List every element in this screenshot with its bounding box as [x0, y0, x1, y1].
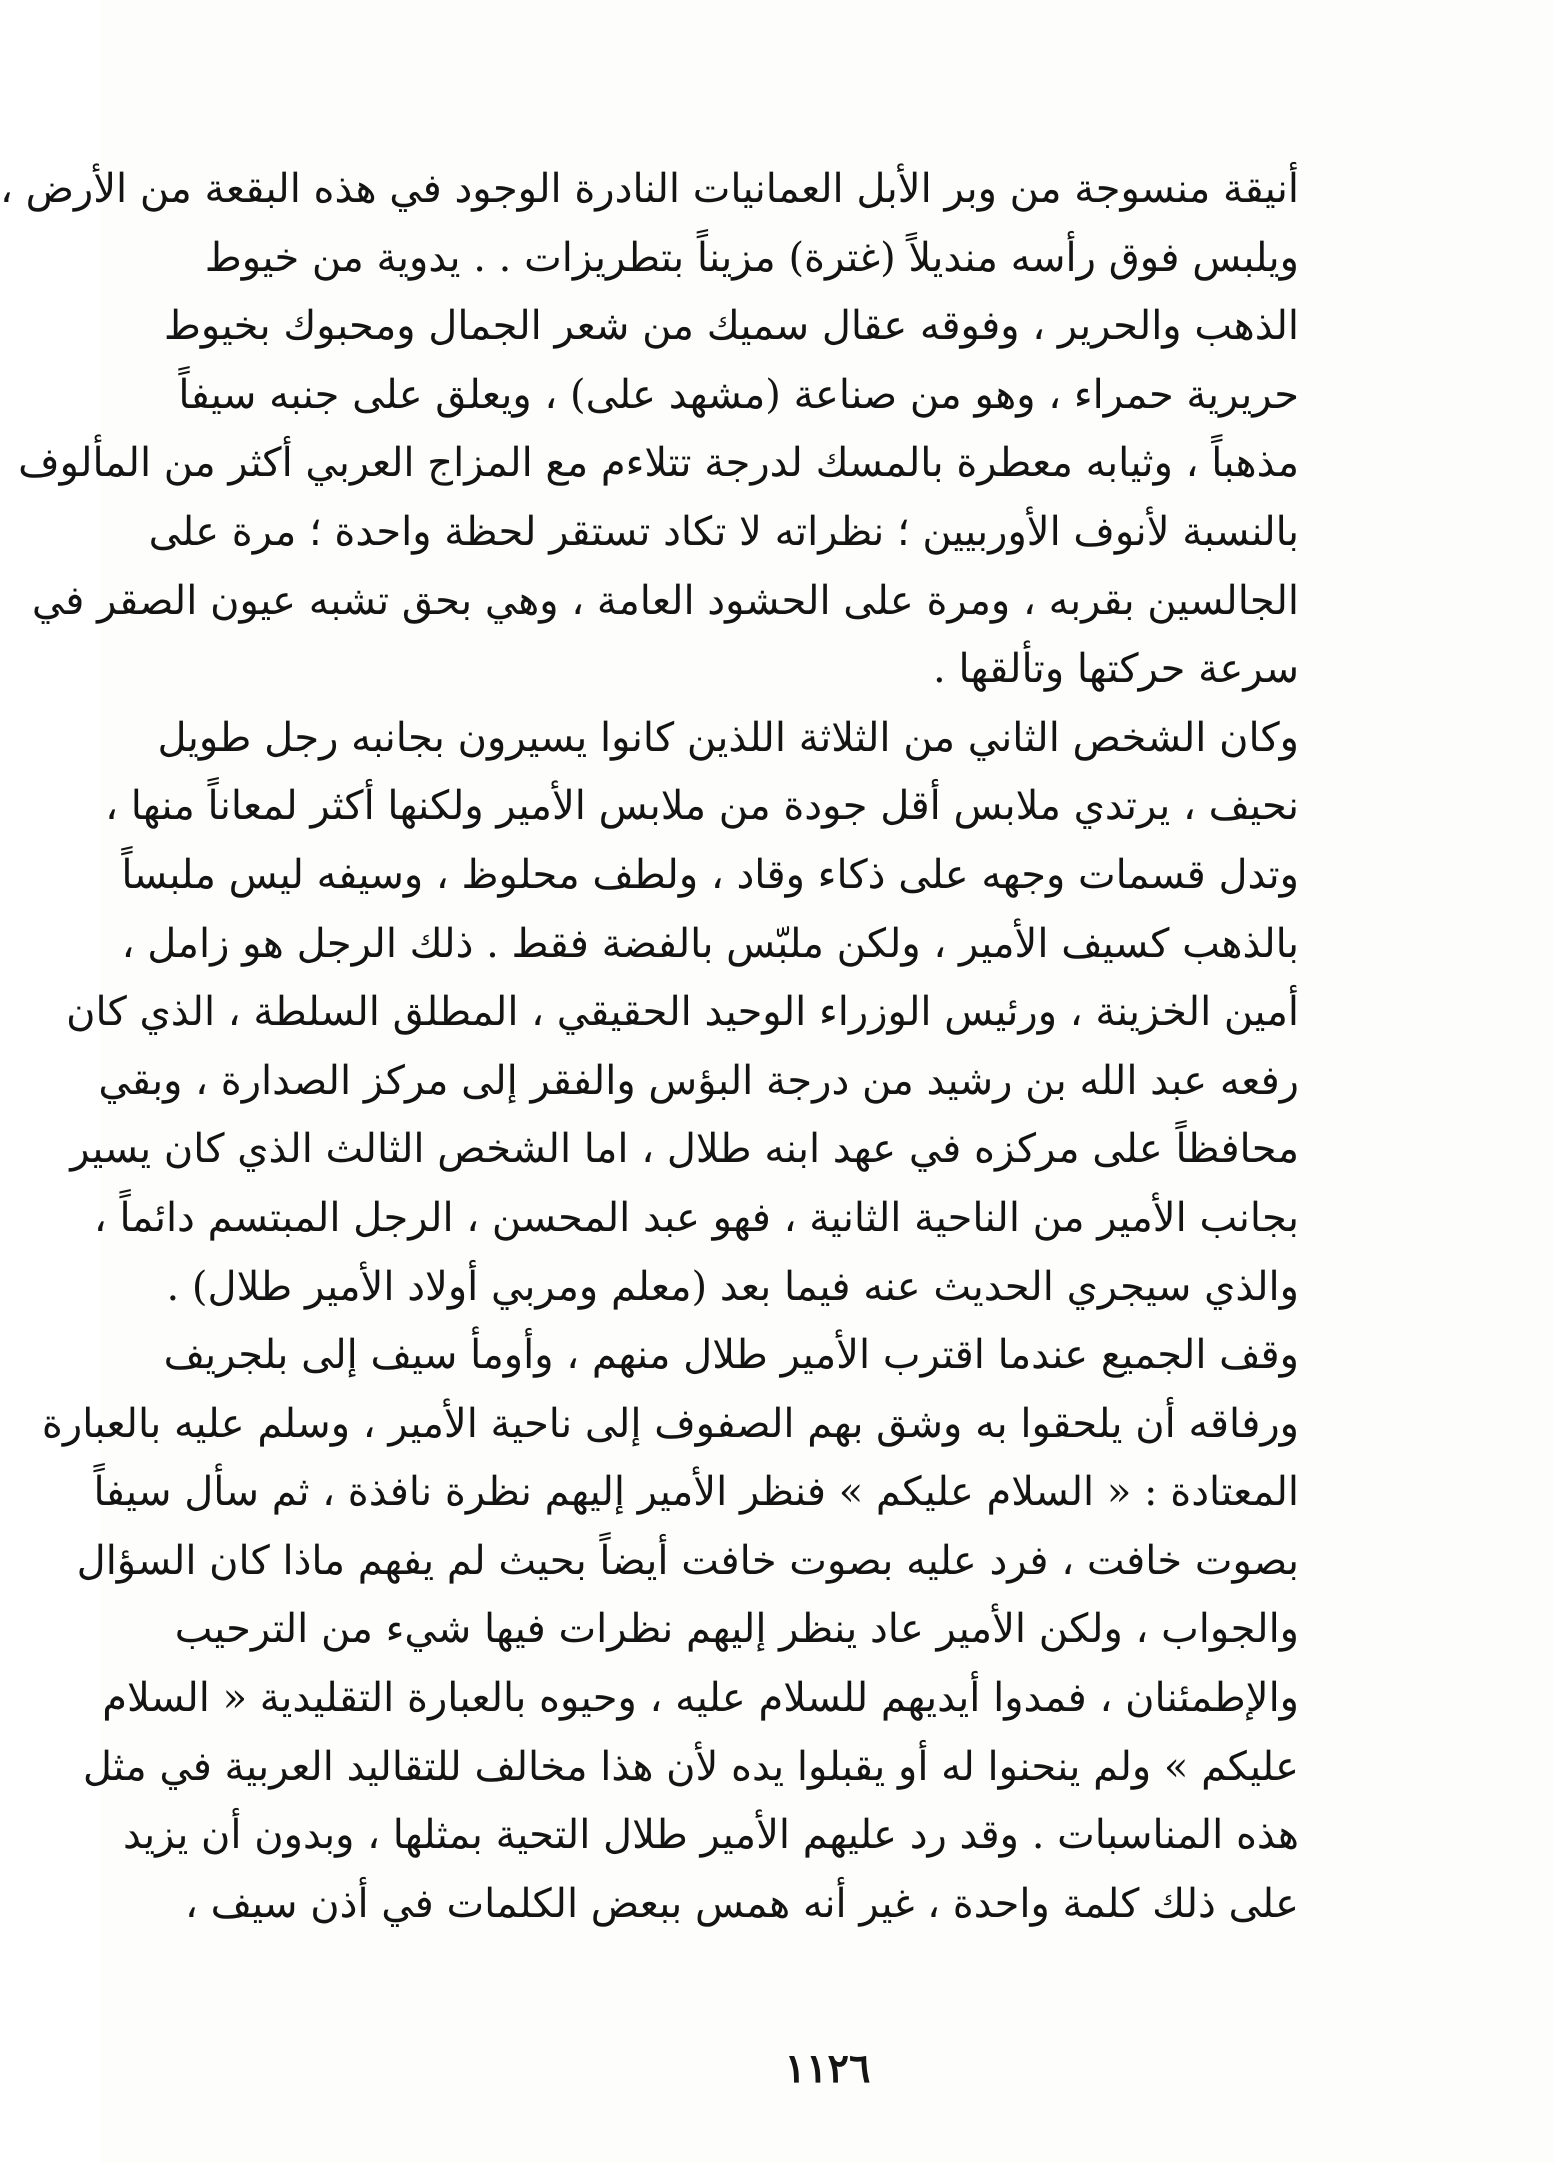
text-line: وكان الشخص الثاني من الثلاثة اللذين كانوا يسيرون بجانبه رجل طويل — [157, 714, 1299, 761]
body-text — [0, 155, 1299, 1938]
text-line: أنيقة منسوجة من وبر الأبل العمانيات النادرة الوجود في هذه البقعة من الأرض ، — [0, 166, 1299, 212]
page-number: ١١٢٦ — [784, 2045, 871, 2092]
text-line: الذهب والحرير ، وفوقه عقال سميك من شعر الجمال ومحبوك بخيوط — [163, 303, 1299, 350]
text-line: رفعه عبد الله بن رشيد من درجة البؤس والفقر إلى مركز الصدارة ، وبقي — [98, 1057, 1299, 1104]
text-line: على ذلك كلمة واحدة ، غير أنه همس ببعض الكلمات في أذن سيف ، — [184, 1880, 1299, 1927]
text-line: وتدل قسمات وجهه على ذكاء وقاد ، ولطف محلوظ ، وسيفه ليس ملبساً — [121, 851, 1299, 898]
text-line: ويلبس فوق رأسه منديلاً (غترة) مزيناً بتطريزات . . يدوية من خيوط — [204, 234, 1299, 281]
text-line: والجواب ، ولكن الأمير عاد ينظر إليهم نظرات فيها شيء من الترحيب — [174, 1606, 1299, 1653]
text-line: الجالسين بقربه ، ومرة على الحشود العامة ، وهي بحق تشبه عيون الصقر في — [31, 577, 1299, 624]
text-line: بصوت خافت ، فرد عليه بصوت خافت أيضاً بحيث لم يفهم ماذا كان السؤال — [76, 1537, 1299, 1584]
text-line: بالذهب كسيف الأمير ، ولكن ملبّس بالفضة فقط . ذلك الرجل هو زامل ، — [121, 920, 1299, 967]
text-line: أمين الخزينة ، ورئيس الوزراء الوحيد الحقيقي ، المطلق السلطة ، الذي كان — [66, 989, 1299, 1036]
text-line: والإطمئنان ، فمدوا أيديهم للسلام عليه ، وحيوه بالعبارة التقليدية « السلام — [102, 1675, 1299, 1722]
text-line: نحيف ، يرتدي ملابس أقل جودة من ملابس الأمير ولكنها أكثر لمعاناً منها ، — [105, 783, 1299, 830]
paragraph-end-line: سرعة حركتها وتألقها . — [933, 646, 1299, 693]
text-line: عليكم » ولم ينحنوا له أو يقبلوا يده لأن هذا مخالف للتقاليد العربية في مثل — [82, 1743, 1299, 1790]
text-line: بجانب الأمير من الناحية الثانية ، فهو عبد المحسن ، الرجل المبتسم دائماً ، — [93, 1194, 1299, 1241]
text-line: ورفاقه أن يلحقوا به وشق بهم الصفوف إلى ناحية الأمير ، وسلم عليه بالعبارة — [41, 1400, 1299, 1447]
text-line: هذه المناسبات . وقد رد عليهم الأمير طلال التحية بمثلها ، وبدون أن يزيد — [123, 1812, 1299, 1859]
text-line: وقف الجميع عندما اقترب الأمير طلال منهم ، وأومأ سيف إلى بلجريف — [163, 1332, 1299, 1379]
text-line: مذهباً ، وثيابه معطرة بالمسك لدرجة تتلاءم مع المزاج العربي أكثر من المألوف — [18, 440, 1299, 487]
text-line: حريرية حمراء ، وهو من صناعة (مشهد على) ، ويعلق على جنبه سيفاً — [178, 371, 1299, 418]
text-line: بالنسبة لأنوف الأوربيين ؛ نظراته لا تكاد تستقر لحظة واحدة ؛ مرة على — [148, 508, 1299, 555]
paragraph-end-line: والذي سيجري الحديث عنه فيما بعد (معلم ومربي أولاد الأمير طلال) . — [166, 1263, 1299, 1310]
text-line: المعتادة : « السلام عليكم » فنظر الأمير إليهم نظرة نافذة ، ثم سأل سيفاً — [93, 1469, 1299, 1516]
text-line: محافظاً على مركزه في عهد ابنه طلال ، اما الشخص الثالث الذي كان يسير — [70, 1126, 1299, 1173]
